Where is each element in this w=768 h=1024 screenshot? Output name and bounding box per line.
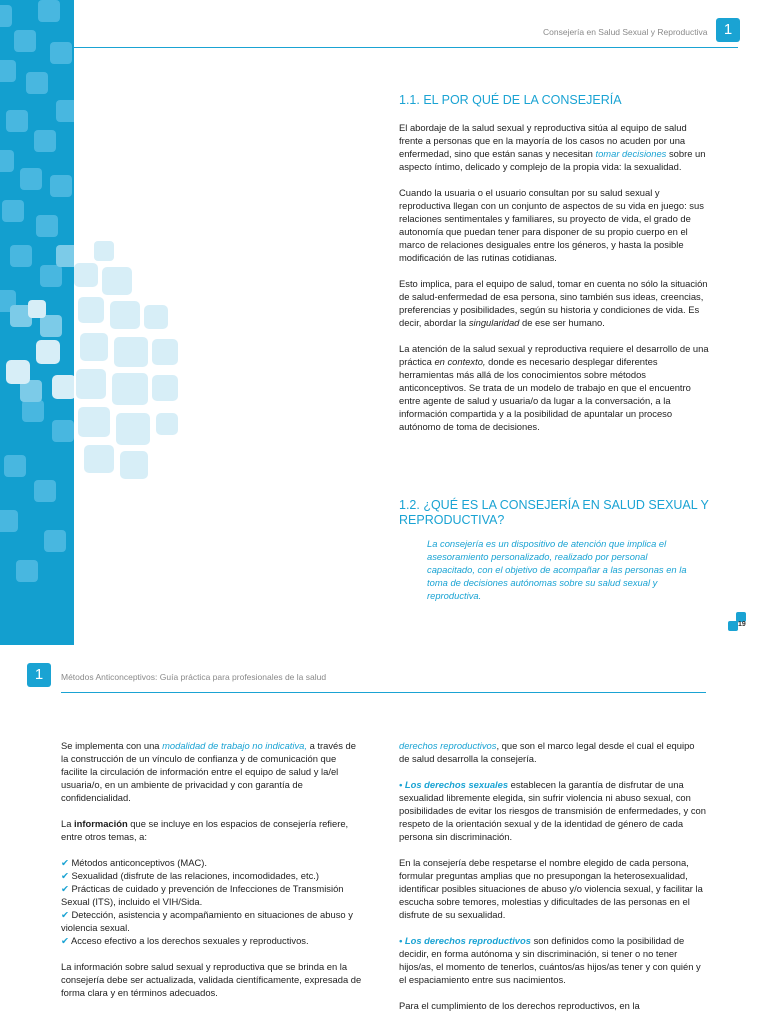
chapter-tab: 1 bbox=[27, 663, 51, 687]
check-item: ✔ Prácticas de cuidado y prevención de Infecciones de Transmisión Sexual (ITS), incluido el VIH/Sida. bbox=[61, 883, 344, 907]
decorative-squares-light bbox=[74, 235, 184, 495]
running-header: Métodos Anticonceptivos: Guía práctica para profesionales de la salud bbox=[61, 672, 327, 682]
header-rule bbox=[61, 692, 706, 693]
section-1-1-body bbox=[399, 121, 709, 446]
decorative-band bbox=[0, 0, 74, 645]
paragraph: En la consejería debe respetarse el nombre elegido de cada persona, formular preguntas amplias que no presupongan la heterosexualidad, identificar posibles situaciones de abuso y/o violencia sexual, y facilitar la escucha sobre temores, molestias y dificultades de las personas en el disfrute de su sexualidad. bbox=[399, 857, 703, 920]
checklist bbox=[61, 856, 365, 947]
paragraph: derechos reproductivos, que son el marco legal desde el cual el equipo de salud desarrolla la consejería. bbox=[399, 740, 695, 764]
header-rule bbox=[74, 47, 738, 48]
check-icon: ✔ bbox=[61, 883, 69, 894]
section-title-1-1: 1.1. EL POR QUÉ DE LA CONSEJERÍA bbox=[399, 93, 622, 107]
paragraph: Se implementa con una modalidad de trabajo no indicativa, a través de la construcción de un vínculo de confianza y de comunicación que facilite la circulación de información entre el equipo de salud y la/el usuaria/o, en un ambiente de privacidad y con garantía de confidencialidad. bbox=[61, 740, 356, 803]
check-item: ✔ Sexualidad (disfrute de las relaciones, incomodidades, etc.) bbox=[61, 870, 319, 881]
check-icon: ✔ bbox=[61, 935, 69, 946]
paragraph: Para el cumplimiento de los derechos reproductivos, en la bbox=[399, 1000, 640, 1011]
chapter-tab: 1 bbox=[716, 18, 740, 42]
paragraph: La información sobre salud sexual y reproductiva que se brinda en la consejería debe ser actualizada, validada científicamente, expresada de forma clara y en términos adecuados. bbox=[61, 961, 362, 998]
left-column bbox=[61, 739, 365, 1012]
check-icon: ✔ bbox=[61, 870, 69, 881]
page-number-badge bbox=[728, 612, 750, 632]
paragraph: Cuando la usuaria o el usuario consultan por su salud sexual y reproductiva llegan con un conjunto de aspectos de su vida en juego: sus relaciones sentimentales y familiares, su proyecto de vida, el grado de autonomía que puedan tener para disponer de su propio cuerpo en el marco de relaciones desiguales entre los géneros, y hasta la posible modificación de las rutinas cotidianas. bbox=[399, 187, 704, 263]
paragraph: La información que se incluye en los espacios de consejería refiere, entre otros temas, a: bbox=[61, 818, 349, 842]
paragraph: • Los derechos reproductivos son definidos como la posibilidad de decidir, en forma autónoma y sin discriminación, si tener o no tener hijos/as, el momento de tenerlos, cuántos/as hijos/as tener y con quién y el espaciamiento entre sus nacimientos. bbox=[399, 935, 701, 985]
check-item: ✔ Acceso efectivo a los derechos sexuales y reproductivos. bbox=[61, 935, 309, 946]
running-header: Consejería en Salud Sexual y Reproductiva bbox=[543, 27, 708, 37]
right-column bbox=[399, 739, 707, 1024]
section-title-1-2: 1.2. ¿QUÉ ES LA CONSEJERÍA EN SALUD SEXUAL Y REPRODUCTIVA? bbox=[399, 498, 709, 527]
page-20 bbox=[0, 645, 768, 1024]
check-item: ✔ Detección, asistencia y acompañamiento en situaciones de abuso y violencia sexual. bbox=[61, 909, 353, 933]
paragraph: Esto implica, para el equipo de salud, tomar en cuenta no sólo la situación de salud-enfermedad de esa persona, sino también sus ideas, creencias, preferencias y posibilidades, según su historia y condiciones de vida. Es decir, abordar la singularidad de ese ser humano. bbox=[399, 278, 708, 328]
check-icon: ✔ bbox=[61, 857, 69, 868]
check-item: ✔ Métodos anticonceptivos (MAC). bbox=[61, 857, 207, 868]
decorative-squares bbox=[0, 0, 74, 645]
paragraph: El abordaje de la salud sexual y reproductiva sitúa al equipo de salud frente a personas que en la mayoría de los casos no acuden por una enfermedad, sino que están sanas y necesitan tomar decisiones sobre un aspecto íntimo, delicado y complejo de la propia vida: la sexualidad. bbox=[399, 122, 706, 172]
check-icon: ✔ bbox=[61, 909, 69, 920]
paragraph: La atención de la salud sexual y reproductiva requiere el desarrollo de una práctica en contexto, donde es necesario desplegar diferentes herramientas más allá de los conocimientos sobre métodos anticonceptivos. Se trata de un modelo de trabajo en que el encuentro entre agente de salud y usuaria/o da lugar a la conversación, a la información compartida y a la posibilidad de apuntalar un proceso autónomo de toma de decisiones. bbox=[399, 343, 709, 432]
definition-quote: La consejería es un dispositivo de atención que implica el asesoramiento personalizado, realizado por personal capacitado, con el objetivo de acompañar a las personas en la toma de decisiones autónomas sobre su salud sexual y reproductiva. bbox=[427, 538, 687, 601]
paragraph: • Los derechos sexuales establecen la garantía de disfrutar de una sexualidad libremente elegida, sin sufrir violencia ni abuso sexual, con posibilidades de evitar los riesgos de transmisión de enfermedades, y con respeto de la orientación sexual y de la identidad de género de cada persona sin discriminación. bbox=[399, 779, 706, 842]
page-number: 19 bbox=[738, 621, 746, 628]
